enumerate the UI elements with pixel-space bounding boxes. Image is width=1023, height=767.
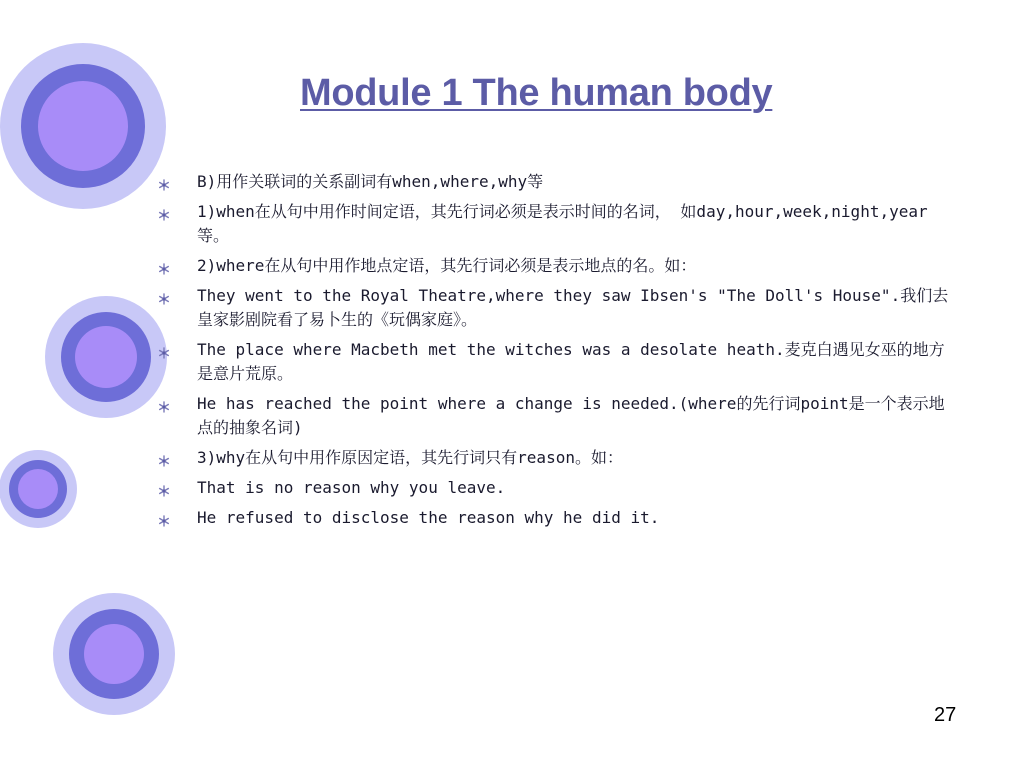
circle-decoration-4 — [53, 593, 175, 715]
bullet-text: The place where Macbeth met the witches was a desolate heath.麦克白遇见女巫的地方是意片荒原。 — [197, 340, 945, 383]
snowflake-bullet-icon — [158, 204, 170, 216]
snowflake-bullet-icon — [158, 396, 170, 408]
bullet-text: 1)when在从句中用作时间定语，其先行词必须是表示时间的名词， 如day,hour,week,night,year等。 — [197, 202, 928, 245]
snowflake-bullet-icon — [158, 342, 170, 354]
bullet-item — [158, 446, 958, 470]
bullet-text: B)用作关联词的关系副词有when,where,why等 — [197, 172, 544, 191]
bullet-list — [158, 170, 958, 536]
bullet-item — [158, 506, 958, 530]
bullet-item — [158, 170, 958, 194]
snowflake-bullet-icon — [158, 174, 170, 186]
bullet-text: He refused to disclose the reason why he did it. — [197, 508, 660, 527]
bullet-text: 2)where在从句中用作地点定语，其先行词必须是表示地点的名。如： — [197, 256, 697, 275]
bullet-item — [158, 338, 958, 386]
page-number: 27 — [934, 704, 957, 726]
circle-decoration-2 — [45, 296, 167, 418]
bullet-item — [158, 200, 958, 248]
bullet-text: 3)why在从句中用作原因定语，其先行词只有reason。如： — [197, 448, 623, 467]
slide-title: Module 1 The human body — [300, 72, 773, 114]
circle-decoration-3 — [0, 450, 77, 528]
circle-decoration-1 — [0, 43, 166, 209]
snowflake-bullet-icon — [158, 288, 170, 300]
bullet-item — [158, 392, 958, 440]
bullet-text: That is no reason why you leave. — [197, 478, 506, 497]
bullet-item — [158, 254, 958, 278]
snowflake-bullet-icon — [158, 258, 170, 270]
snowflake-bullet-icon — [158, 480, 170, 492]
snowflake-bullet-icon — [158, 510, 170, 522]
bullet-item — [158, 476, 958, 500]
snowflake-bullet-icon — [158, 450, 170, 462]
bullet-text: He has reached the point where a change is needed.(where的先行词point是一个表示地点的抽象名词) — [197, 394, 945, 437]
bullet-text: They went to the Royal Theatre,where they saw Ibsen's "The Doll's House".我们去皇家影剧院看了易卜生的《玩偶家庭》。 — [197, 286, 949, 329]
bullet-item — [158, 284, 958, 332]
